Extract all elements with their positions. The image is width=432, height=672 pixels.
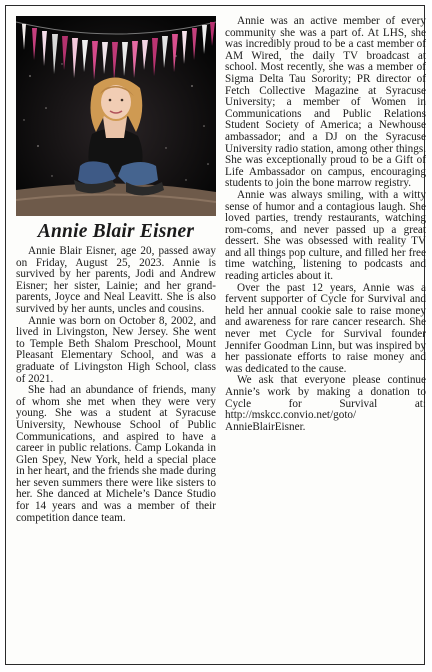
paragraph-early-life: Annie was born on October 8, 2002, and lived in Livingston, New Jersey. She went to Temple Beth Shalom Preschool, Mount Pleasant Elementary School, and was a graduate of Livingston High School, class of 2021. bbox=[16, 314, 216, 385]
paragraph-community: Annie was an active member of every community she was a part of. At LHS, she was incredibly proud to be a cast member of AM Wired, the daily TV broadcast at school. Most recently, she was a member of Sigma Delta Tau Sorority; PR director of Fetch Collective Magazine at Syracuse University; a member of Women in Communications and Public Relations Student Society of America; a Newhouse ambassador; and a DJ on the Syracuse University radio station, among other things. She was exceptionally proud to be a Gift of Life Ambassador on campus, encouraging students to join the bone marrow registry. bbox=[225, 15, 426, 190]
right-column bbox=[225, 16, 426, 664]
portrait-photo bbox=[16, 16, 216, 216]
paragraph-cycle-for-survival: Over the past 12 years, Annie was a fervent supporter of Cycle for Survival and held her annual cookie sale to raise money and awareness for rare cancer research. She never met Cycle for Survival founder Jennifer Goodman Linn, but was inspired by her passionate efforts to raise money and was dedicated to the cause. bbox=[225, 281, 426, 375]
obituary-frame bbox=[5, 5, 425, 665]
obituary-name-heading: Annie Blair Eisner bbox=[37, 221, 195, 242]
paragraph-friends-and-activities: She had an abundance of friends, many of whom she met when they were very young. She was a student at Syracuse University, Newhouse School of Public Communications, and aspired to have a career in public relations. Camp Lokanda in Glen Spey, New York, held a special place in her heart, and the friends she made during her seven summers there were like sisters to her. She danced at Michele’s Dance Studio for 14 years and was a member of their competition dance team. bbox=[16, 384, 216, 524]
paragraph-personality: Annie was always smiling, with a witty sense of humor and a contagious laugh. She loved parties, trendy restaurants, watching rom-coms, and never passed up a great dessert. She was obsessed with reality TV and all things pop culture, and filled her free time watching, listening to podcasts and reading articles about it. bbox=[225, 188, 426, 283]
paragraph-survivors: Annie Blair Eisner, age 20, passed away on Friday, August 25, 2023. Annie is survived by her parents, Jodi and Andrew Eisner; her sister, Lainie; and her grandparents, Joyce and Neal Leavitt. She is also survived by her aunts, uncles and cousins. bbox=[16, 245, 216, 315]
paragraph-donation-request: We ask that everyone please continue Annie’s work by making a donation to Cycle for Survival at: http://mskcc.convio.net/goto/ AnnieBlairEisner. bbox=[225, 374, 426, 433]
left-column bbox=[16, 16, 216, 664]
